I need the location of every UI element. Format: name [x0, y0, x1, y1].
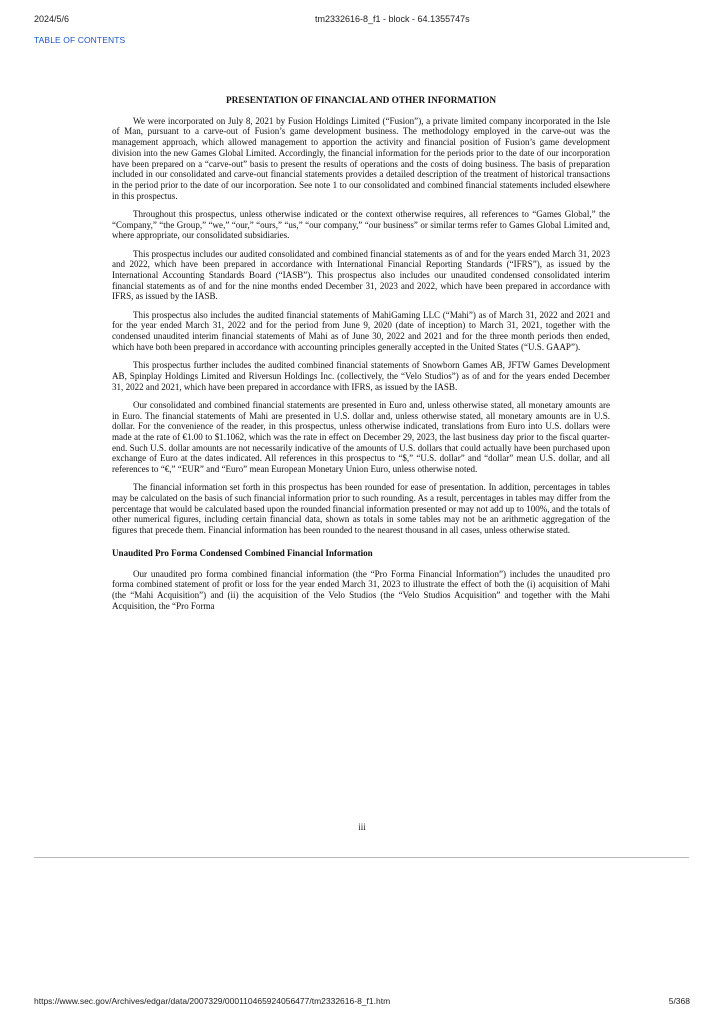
page-number: iii: [358, 822, 366, 832]
subsection-heading: Unaudited Pro Forma Condensed Combined Financial Information: [112, 547, 373, 558]
table-of-contents-link[interactable]: TABLE OF CONTENTS: [34, 35, 126, 45]
paragraph-incorporation: We were incorporated on July 8, 2021 by Fusion Holdings Limited (“Fusion”), a private limited company incorporated in the Isle of Man, pursuant to a carve-out of Fusion’s game development business. The methodology employed in the carve-out was the management approach, which allowed management to apportion the activity and financial position of Fusion’s game development division into the new Games Global Limited. Accordingly, the financial information for the periods prior to the date of our incorporation have been prepared on a “carve-out” basis to present the results of operations and the costs of doing business. The basis of preparation included in our consolidated and carve-out financial statements provides a detailed description of the treatment of historical transactions in the period prior to the date of our incorporation. See note 1 to our consolidated and combined financial statements included elsewhere in this prospectus.: [112, 115, 610, 201]
paragraph-currency: Our consolidated and combined financial statements are presented in Euro and, unless otherwise stated, all monetary amounts are in Euro. The financial statements of Mahi are presented in U.S. dollar and, unless otherwise stated, all monetary amounts are in U.S. dollar. For the convenience of the reader, in this prospectus, unless otherwise indicated, translations from Euro into U.S. dollars were made at the rate of €1.00 to $1.1062, which was the rate in effect on December 29, 2023, the last business day prior to the fiscal quarter-end. Such U.S. dollar amounts are not necessarily indicative of the amounts of U.S. dollars that could actually have been purchased upon exchange of Euro at the dates indicated. All references in this prospectus to “$,” “U.S. dollar” and “dollar” mean U.S. dollar, and all references to “€,” “EUR” and “Euro” mean European Monetary Union Euro, unless otherwise noted.: [112, 399, 610, 475]
section-title: PRESENTATION OF FINANCIAL AND OTHER INFORMATION: [225, 96, 497, 106]
paragraph-pro-forma: Our unaudited pro forma combined financial information (the “Pro Forma Financial Information”) includes the unaudited pro forma combined statement of profit or loss for the year ended March 31, 2023 to illustrate the effect of both the (i) acquisition of Mahi (the “Mahi Acquisition”) and (ii) the acquisition of the Velo Studios (the “Velo Studios Acquisition” and together with the Mahi Acquisition, the “Pro Forma: [112, 568, 610, 611]
print-header-date: 2024/5/6: [34, 14, 70, 24]
paragraph-audited-statements: This prospectus includes our audited consolidated and combined financial statements as of and for the years ended March 31, 2023 and 2022, which have been prepared in accordance with International Financial Reporting Standards (“IFRS”), as issued by the International Accounting Standards Board (“IASB”). This prospectus also includes our unaudited condensed consolidated interim financial statements as of and for the nine months ended December 31, 2023 and 2022, which have been prepared in accordance with IFRS, as issued by the IASB.: [112, 248, 610, 302]
paragraph-rounding: The financial information set forth in this prospectus has been rounded for ease of presentation. In addition, percentages in tables may be calculated on the basis of such financial information prior to such rounding. As a result, percentages in tables may differ from the percentage that would be calculated based upon the rounded financial information presented or may not add up to 100%, and the totals of other numerical figures, including certain financial data, shown as totals in some tables may not be an arithmetic aggregation of the figures that precede them. Financial information has been rounded to the nearest thousand in all cases, unless otherwise stated.: [112, 482, 610, 536]
paragraph-definitions: Throughout this prospectus, unless otherwise indicated or the context otherwise requires, all references to “Games Global,” the “Company,” “the Group,” “we,” “our,” “ours,” “us,” “our company,” “our business” or similar terms refer to Games Global Limited and, where appropriate, our consolidated subsidiaries.: [112, 208, 610, 241]
document-body: [112, 96, 610, 619]
page-divider: [34, 857, 689, 858]
print-header-title: tm2332616-8_f1 - block - 64.1355747s: [315, 14, 470, 24]
paragraph-mahi-statements: This prospectus also includes the audited financial statements of MahiGaming LLC (“Mahi”) as of March 31, 2022 and 2021 and for the year ended March 31, 2022 and for the period from June 9, 2020 (date of inception) to March 31, 2021, together with the condensed unaudited interim financial statements of Mahi as of June 30, 2022 and 2021 and for the three month periods then ended, which have both been prepared in accordance with accounting principles generally accepted in the United States (“U.S. GAAP”).: [112, 309, 610, 352]
print-footer-page-count: 5/368: [668, 996, 690, 1006]
paragraph-velo-statements: This prospectus further includes the audited combined financial statements of Snowborn Games AB, JFTW Games Development AB, Spinplay Holdings Limited and Riversun Holdings Inc. (collectively, the “Velo Studios”) as of and for the years ended December 31, 2022 and 2021, which have been prepared in accordance with IFRS, as issued by the IASB.: [112, 360, 610, 392]
print-footer-url: https://www.sec.gov/Archives/edgar/data/2007329/000110465924056477/tm2332616-8_f1.htm: [34, 996, 391, 1006]
